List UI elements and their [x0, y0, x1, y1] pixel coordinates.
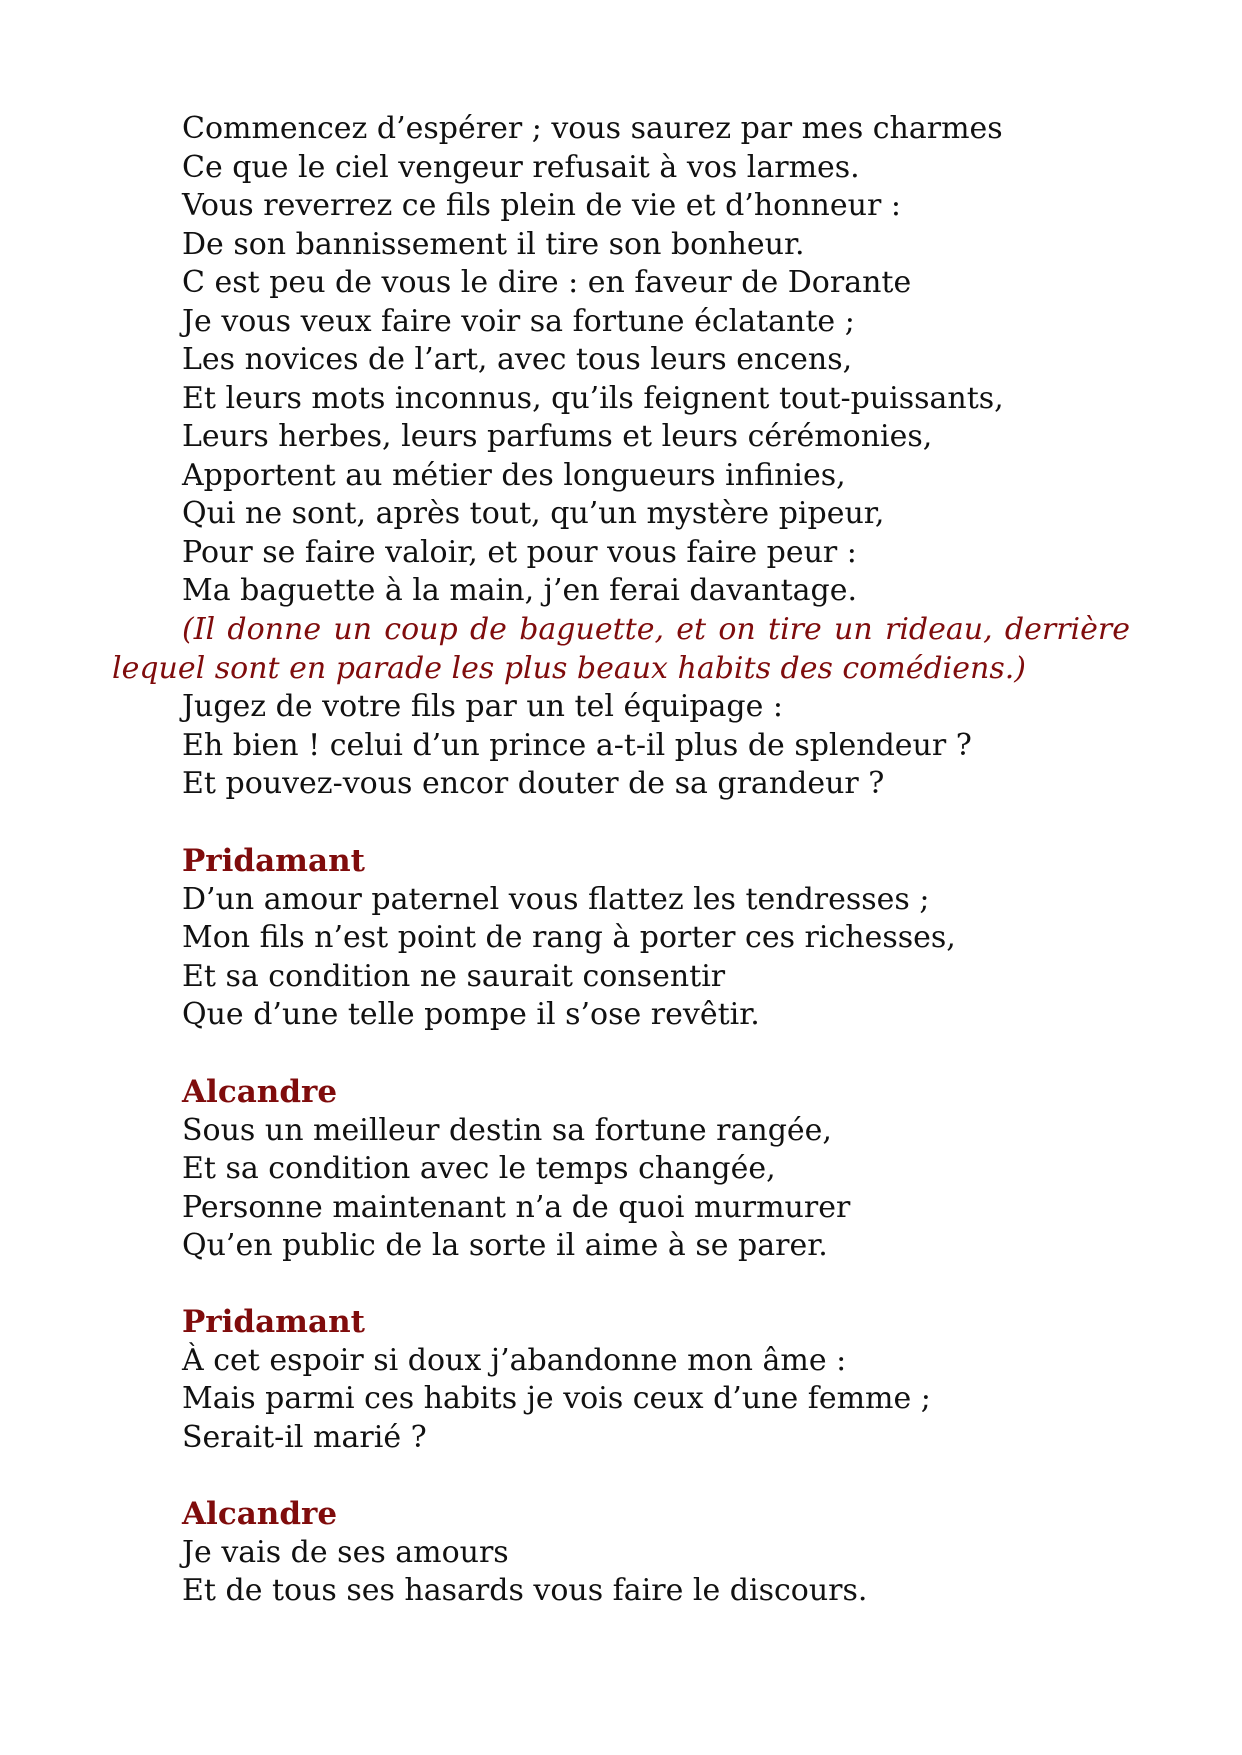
speaker-name: Alcandre	[182, 1496, 338, 1532]
verse-line: Et sa condition ne saurait consentir	[182, 958, 726, 994]
verse-line: À cet espoir si doux j’abandonne mon âme :	[182, 1342, 847, 1378]
speech-alcandre	[182, 1073, 1142, 1266]
verse-line: Mais parmi ces habits je vois ceux d’une femme ;	[182, 1381, 931, 1416]
speech-pridamant	[182, 1303, 1142, 1457]
verse-line: Leurs herbes, leurs parfums et leurs cérémonies,	[182, 419, 933, 454]
verse-line: C est peu de vous le dire : en faveur de Dorante	[182, 265, 912, 300]
verse-line: Et leurs mots inconnus, qu’ils feignent tout-puissants,	[182, 380, 1004, 416]
stage-direction	[112, 611, 1130, 688]
stage-direction-line: lequel sont en parade les plus beaux habits des comédiens.)	[112, 650, 1026, 686]
speech-alcandre	[182, 1495, 1142, 1611]
speaker-name: Alcandre	[182, 1074, 338, 1110]
verse-line: Que d’une telle pompe il s’ose revêtir.	[182, 997, 760, 1032]
verse-line: Serait-il marié ?	[182, 1419, 427, 1455]
speaker-name: Pridamant	[182, 843, 365, 879]
verse-line: Mon fils n’est point de rang à porter ces richesses,	[182, 920, 956, 955]
verse-line: Les novices de l’art, avec tous leurs encens,	[182, 342, 853, 377]
verse-line: Je vais de ses amours	[182, 1534, 509, 1570]
verse-line: Sous un meilleur destin sa fortune rangée,	[182, 1112, 832, 1148]
verse-line: Qui ne sont, après tout, qu’un mystère pipeur,	[182, 496, 885, 531]
verse-line: Ma baguette à la main, j’en ferai davantage.	[182, 573, 858, 608]
verse-line: Jugez de votre fils par un tel équipage :	[182, 689, 784, 724]
verse-line: Qu’en public de la sorte il aime à se parer.	[182, 1228, 828, 1263]
verse-line: Et de tous ses hasards vous faire le discours.	[182, 1573, 868, 1608]
verse-line: D’un amour paternel vous flattez les tendresses ;	[182, 881, 930, 917]
speech-pridamant	[182, 842, 1142, 1035]
verse-line: Pour se faire valoir, et pour vous faire peur :	[182, 534, 857, 570]
verse-line: Et sa condition avec le temps changée,	[182, 1151, 776, 1186]
verse-line: Et pouvez-vous encor douter de sa grandeur ?	[182, 766, 885, 801]
after-stage-verses	[182, 688, 1142, 804]
stage-direction-line: (Il donne un coup de baguette, et on tire un rideau, derrière	[182, 612, 1130, 647]
verse-line: Vous reverrez ce fils plein de vie et d’honneur :	[182, 188, 901, 223]
verse-line: Je vous veux faire voir sa fortune éclatante ;	[182, 303, 855, 339]
verse-line: Commencez d’espérer ; vous saurez par mes charmes	[182, 111, 1003, 146]
opening-verses	[182, 110, 1142, 611]
verse-line: Apportent au métier des longueurs infinies,	[182, 457, 846, 493]
verse-line: De son bannissement il tire son bonheur.	[182, 226, 805, 262]
verse-line: Ce que le ciel vengeur refusait à vos larmes.	[182, 149, 860, 185]
speaker-name: Pridamant	[182, 1304, 365, 1340]
verse-line: Eh bien ! celui d’un prince a-t-il plus de splendeur ?	[182, 727, 972, 763]
verse-line: Personne maintenant n’a de quoi murmurer	[182, 1189, 851, 1225]
